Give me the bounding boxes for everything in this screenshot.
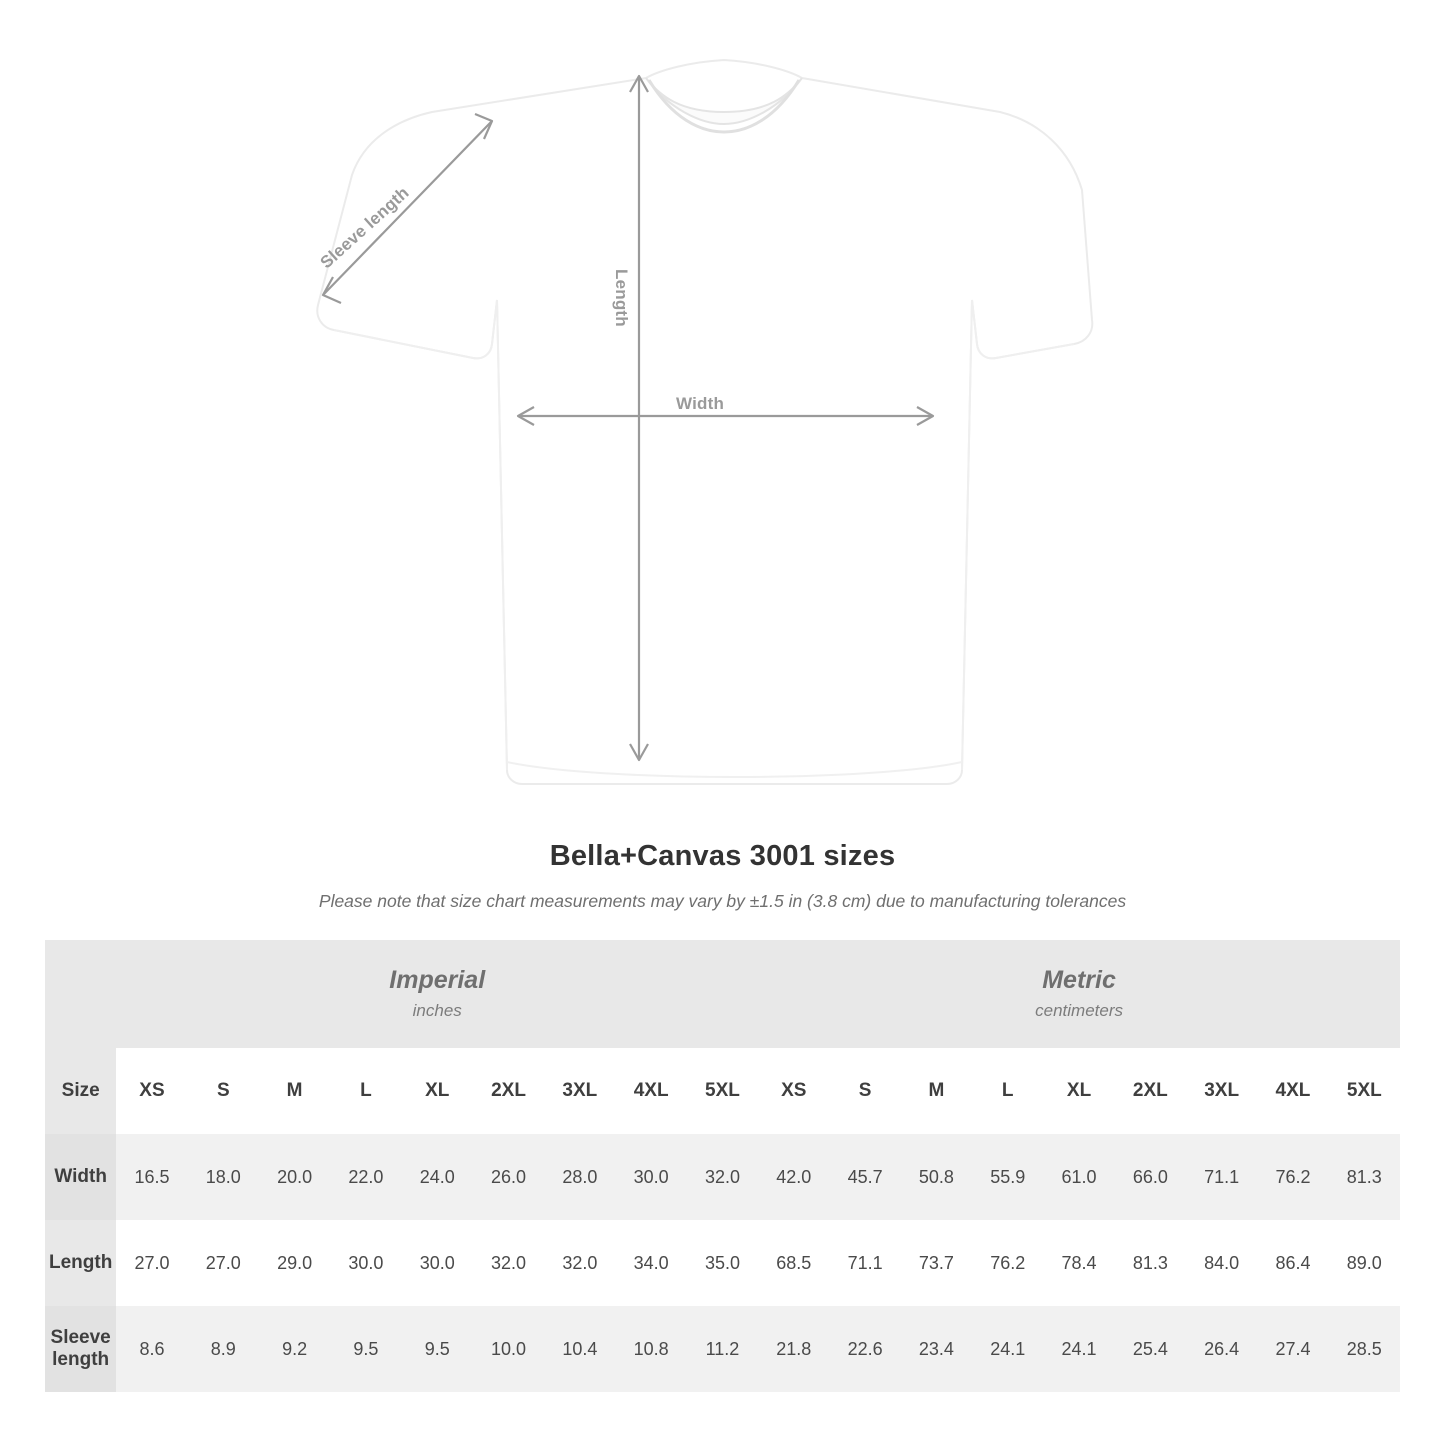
table-cell: 89.0 (1329, 1220, 1400, 1306)
table-cell: 22.0 (330, 1134, 401, 1220)
size-header-cell: 5XL (687, 1048, 758, 1134)
table-cell: 29.0 (259, 1220, 330, 1306)
table-cell: 10.8 (616, 1306, 687, 1392)
table-cell: 32.0 (544, 1220, 615, 1306)
unit-header-imperial-sub: inches (412, 1001, 462, 1021)
table-cell: 10.4 (544, 1306, 615, 1392)
size-header-cell: 4XL (616, 1048, 687, 1134)
table-cell: 66.0 (1115, 1134, 1186, 1220)
table-cell: 61.0 (1043, 1134, 1114, 1220)
unit-header-row (45, 940, 1400, 1048)
table-cell: 50.8 (901, 1134, 972, 1220)
table-cell: 68.5 (758, 1220, 829, 1306)
unit-header-imperial (116, 940, 758, 1048)
unit-header-metric (758, 940, 1400, 1048)
table-cell: 71.1 (829, 1220, 900, 1306)
table-row (45, 1220, 1400, 1306)
table-cell: 27.0 (116, 1220, 187, 1306)
size-header-row (45, 1048, 1400, 1134)
table-cell: 30.0 (616, 1134, 687, 1220)
table-cell: 26.4 (1186, 1306, 1257, 1392)
tolerance-note: Please note that size chart measurements may vary by ±1.5 in (3.8 cm) due to manufacturing tolerances (318, 891, 1127, 911)
size-table-wrapper (45, 940, 1400, 1392)
unit-header-metric-sub: centimeters (1035, 1001, 1123, 1021)
table-cell: 84.0 (1186, 1220, 1257, 1306)
table-cell: 42.0 (758, 1134, 829, 1220)
size-header-cell: 2XL (473, 1048, 544, 1134)
unit-header-imperial-title: Imperial (389, 965, 486, 994)
table-cell: 24.1 (1043, 1306, 1114, 1392)
table-cell: 27.0 (188, 1220, 259, 1306)
row-label-width: Width (45, 1134, 116, 1220)
table-cell: 24.1 (972, 1306, 1043, 1392)
table-cell: 26.0 (473, 1134, 544, 1220)
length-dimension-label: Length (612, 269, 631, 327)
table-cell: 35.0 (687, 1220, 758, 1306)
sleeve-length-dimension-label: Sleeve length (316, 183, 413, 273)
table-cell: 73.7 (901, 1220, 972, 1306)
table-cell: 9.5 (402, 1306, 473, 1392)
size-header-cell: XL (1043, 1048, 1114, 1134)
size-header-label: Size (45, 1048, 116, 1134)
table-cell: 30.0 (330, 1220, 401, 1306)
table-cell: 27.4 (1257, 1306, 1328, 1392)
size-table (45, 940, 1400, 1392)
size-header-cell: XL (402, 1048, 473, 1134)
size-header-cell: 3XL (1186, 1048, 1257, 1134)
table-cell: 23.4 (901, 1306, 972, 1392)
table-cell: 28.0 (544, 1134, 615, 1220)
table-cell: 34.0 (616, 1220, 687, 1306)
table-cell: 81.3 (1329, 1134, 1400, 1220)
table-cell: 8.6 (116, 1306, 187, 1392)
table-cell: 32.0 (687, 1134, 758, 1220)
table-row (45, 1306, 1400, 1392)
table-cell: 28.5 (1329, 1306, 1400, 1392)
size-header-cell: M (259, 1048, 330, 1134)
row-label-sleeve-length: Sleeve length (45, 1306, 116, 1392)
table-cell: 24.0 (402, 1134, 473, 1220)
table-cell: 86.4 (1257, 1220, 1328, 1306)
table-cell: 78.4 (1043, 1220, 1114, 1306)
size-header-cell: XS (116, 1048, 187, 1134)
row-label-length: Length (45, 1220, 116, 1306)
table-cell: 76.2 (972, 1220, 1043, 1306)
table-cell: 71.1 (1186, 1134, 1257, 1220)
table-cell: 45.7 (829, 1134, 900, 1220)
unit-header-spacer (45, 940, 116, 1048)
table-cell: 55.9 (972, 1134, 1043, 1220)
table-cell: 16.5 (116, 1134, 187, 1220)
table-cell: 22.6 (829, 1306, 900, 1392)
size-header-cell: L (972, 1048, 1043, 1134)
table-cell: 10.0 (473, 1306, 544, 1392)
table-cell: 9.5 (330, 1306, 401, 1392)
size-header-cell: S (188, 1048, 259, 1134)
unit-header-metric-title: Metric (1042, 965, 1116, 994)
table-cell: 11.2 (687, 1306, 758, 1392)
table-cell: 8.9 (188, 1306, 259, 1392)
title-block (0, 840, 1445, 912)
table-cell: 9.2 (259, 1306, 330, 1392)
size-header-cell: S (829, 1048, 900, 1134)
table-cell: 81.3 (1115, 1220, 1186, 1306)
size-header-cell: 3XL (544, 1048, 615, 1134)
size-header-cell: L (330, 1048, 401, 1134)
size-header-cell: 4XL (1257, 1048, 1328, 1134)
table-cell: 76.2 (1257, 1134, 1328, 1220)
page-title: Bella+Canvas 3001 sizes (549, 840, 896, 872)
table-row (45, 1134, 1400, 1220)
table-cell: 18.0 (188, 1134, 259, 1220)
size-header-cell: XS (758, 1048, 829, 1134)
table-cell: 21.8 (758, 1306, 829, 1392)
table-cell: 25.4 (1115, 1306, 1186, 1392)
width-dimension-label: Width (676, 394, 725, 413)
table-cell: 30.0 (402, 1220, 473, 1306)
table-cell: 20.0 (259, 1134, 330, 1220)
size-header-cell: 2XL (1115, 1048, 1186, 1134)
size-header-cell: M (901, 1048, 972, 1134)
size-header-cell: 5XL (1329, 1048, 1400, 1134)
table-cell: 32.0 (473, 1220, 544, 1306)
